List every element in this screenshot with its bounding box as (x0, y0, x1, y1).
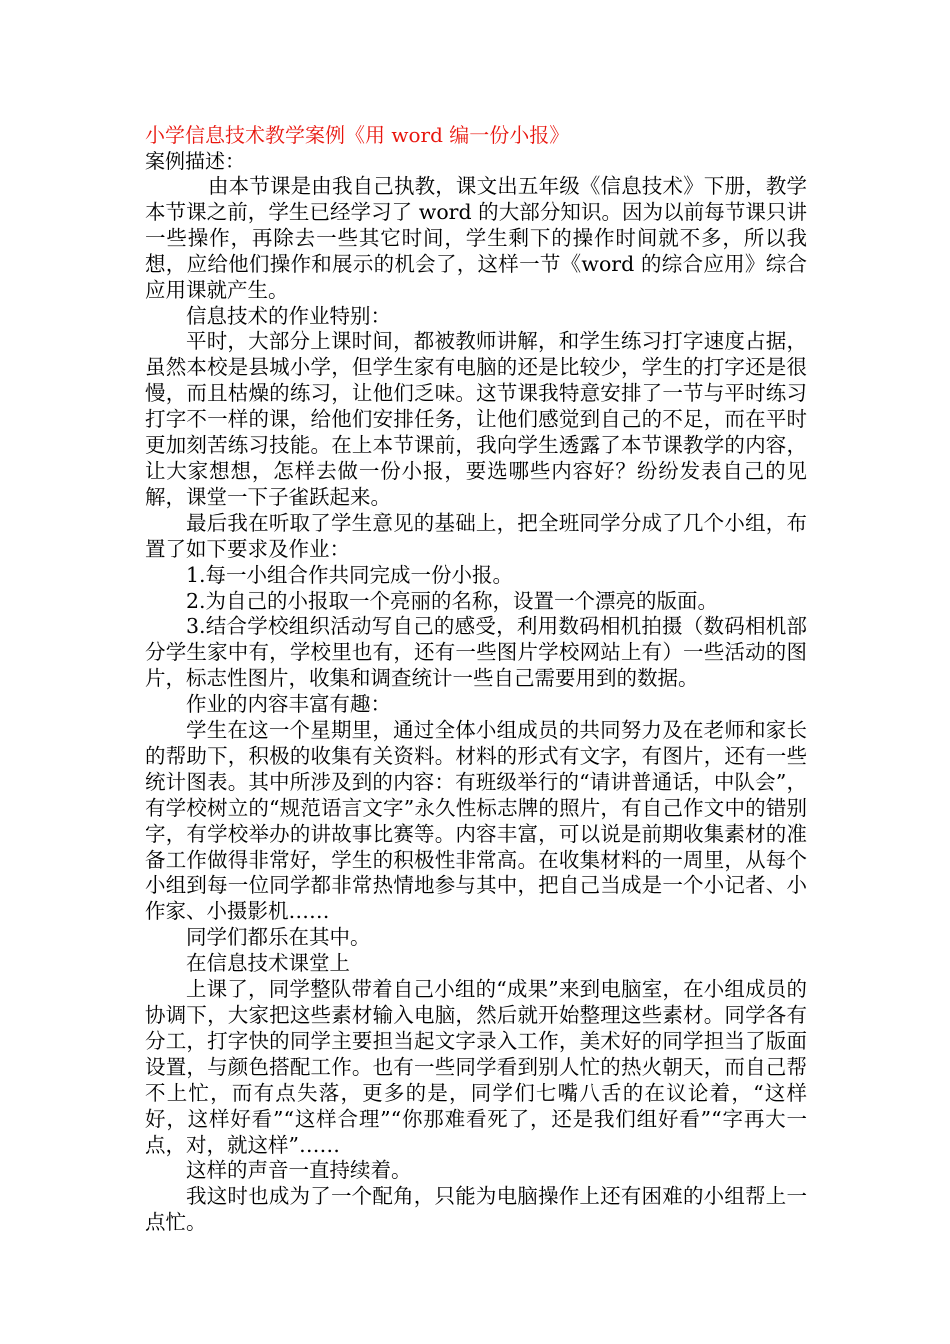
paragraph: 同学们都乐在其中。 (186, 925, 371, 950)
paragraph: 上课了，同学整队带着自己小组的“成果”来到电脑室，在小组成员的协调下，大家把这些素材输入电脑，然后就开始整理这些素材。同学各有分工，打字快的同学主要担当起文字录入工作，美术好的同学担当了版面设置，与颜色搭配工作。也有一些同学看到别人忙的热火朝天，而自己帮不上忙，而有点失落，更多的是，同学们七嘴八舌的在议论着，“这样好，这样好看”“这样合理”“你那难看死了，还是我们组好看”“字再大一点，对，就这样”…… (145, 977, 807, 1157)
paragraph: 在信息技术课堂上 (186, 951, 350, 976)
paragraph: 这样的声音一直持续着。 (186, 1158, 412, 1183)
paragraph: 作业的内容丰富有趣： (186, 692, 391, 717)
paragraph: 由本节课是由我自己执教，课文出五年级《信息技术》下册，教学本节课之前，学生已经学习了 word 的大部分知识。因为以前每节课只讲一些操作，再除去一些其它时间，学生剩下的操作时间就不多，所以我想，应给他们操作和展示的机会了，这样一节《word 的综合应用》综合应用课就产生。 (145, 174, 807, 302)
paragraph: 我这时也成为了一个配角，只能为电脑操作上还有困难的小组帮上一点忙。 (145, 1184, 807, 1235)
list-item: 3.结合学校组织活动写自己的感受，利用数码相机拍摄（数码相机部分学生家中有，学校里也有，还有一些图片学校网站上有）一些活动的图片，标志性图片，收集和调查统计一些自己需要用到的数据。 (145, 614, 807, 691)
document-page (145, 122, 807, 1236)
list-item: 1.每一小组合作共同完成一份小报。 (186, 562, 514, 587)
list-item: 2.为自己的小报取一个亮丽的名称，设置一个漂亮的版面。 (186, 588, 719, 613)
paragraph: 平时，大部分上课时间，都被教师讲解，和学生练习打字速度占据，虽然本校是县城小学，但学生家有电脑的还是比较少，学生的打字还是很慢，而且枯燥的练习，让他们乏味。这节课我特意安排了一节与平时练习打字不一样的课，给他们安排任务，让他们感觉到自己的不足，而在平时更加刻苦练习技能。在上本节课前，我向学生透露了本节课教学的内容，让大家想想，怎样去做一份小报，要选哪些内容好？纷纷发表自己的见解，课堂一下子雀跃起来。 (145, 329, 807, 509)
paragraph: 信息技术的作业特别： (186, 303, 391, 328)
section-label: 案例描述： (145, 149, 245, 173)
document-title: 小学信息技术教学案例《用 word 编一份小报》 (145, 123, 570, 147)
paragraph: 最后我在听取了学生意见的基础上，把全班同学分成了几个小组，布置了如下要求及作业： (145, 510, 807, 561)
paragraph: 学生在这一个星期里，通过全体小组成员的共同努力及在老师和家长的帮助下，积极的收集有关资料。材料的形式有文字，有图片，还有一些统计图表。其中所涉及到的内容：有班级举行的“请讲普通话，中队会”，有学校树立的“规范语言文字”永久性标志牌的照片，有自己作文中的错别字，有学校举办的讲故事比赛等。内容丰富，可以说是前期收集素材的准备工作做得非常好，学生的积极性非常高。在收集材料的一周里，从每个小组到每一位同学都非常热情地参与其中，把自己当成是一个小记者、小作家、小摄影机…… (145, 718, 807, 924)
